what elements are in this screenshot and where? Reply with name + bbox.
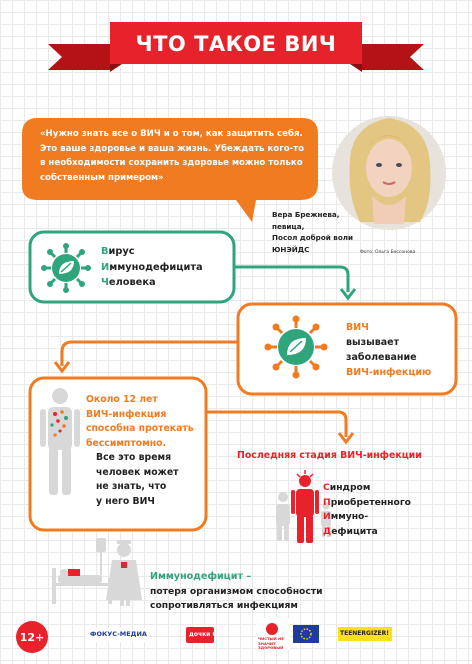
acronym-rest: ирус — [108, 246, 135, 257]
asymptomatic-dark-text — [96, 451, 179, 509]
acronym-rest: еловека — [108, 277, 156, 288]
acronym-rest: ммунодефицита — [109, 261, 203, 273]
virus-orange-icon — [265, 316, 328, 379]
acronym-rest: ефицита — [331, 525, 378, 537]
focus-media-logo: ФОКУС-МЕДИА — [90, 630, 147, 638]
virus-definition — [101, 244, 203, 291]
last-stage-title: Последняя стадия ВИЧ-инфекции — [237, 450, 422, 461]
acronym-letter: Д — [323, 525, 332, 537]
acronym-rest: ммуно- — [330, 511, 369, 522]
age-rating-badge: 12+ — [16, 621, 48, 653]
hiv-causes-text — [346, 320, 431, 380]
hiv-line: заболевание — [346, 352, 417, 363]
virus-icon — [41, 243, 91, 293]
acronym-rest: риобретенного — [330, 496, 411, 508]
definition-line: сопротивляться инфекциям — [150, 600, 298, 611]
hiv-line: ВИЧ — [346, 322, 369, 333]
page-title: ЧТО ТАКОЕ ВИЧ — [135, 32, 337, 56]
text-line: Все это время — [96, 452, 172, 463]
acronym-letter: И — [101, 261, 110, 273]
text-line: способна протекать — [86, 423, 194, 434]
quote-line: собственным примером» — [40, 172, 164, 183]
hiv-line: ВИЧ-инфекцию — [346, 367, 432, 378]
acronym-rest: индром — [329, 482, 371, 493]
teenergizer-logo: TEENERGIZER! — [340, 630, 389, 637]
hospital-icon — [52, 538, 142, 606]
quote-line: в необходимости сохранить здоровье можно только — [40, 158, 303, 168]
text-line: человек может — [96, 466, 179, 478]
definition-line: потеря организмом способности — [150, 586, 323, 597]
acronym-letter: И — [323, 511, 331, 522]
green-arrow — [234, 267, 348, 292]
acronym-letter: С — [323, 482, 330, 493]
text-line: бессимптомно. — [86, 437, 167, 449]
author-line: Посол доброй воли — [272, 233, 354, 242]
immunodeficiency-definition — [150, 585, 323, 613]
orange-arrow-left — [62, 342, 238, 366]
dochki-logo: дочки 0- — [189, 631, 220, 638]
text-line: у него ВИЧ — [96, 495, 155, 507]
quote-line: Это ваше здоровье и ваша жизнь. Убеждать кого-то — [40, 143, 305, 154]
clean-not-healthy-logo: ЧИСТЫЙ НЕ ЗНАЧИТ ЗДОРОВЫЙ — [258, 636, 284, 650]
author-line: певица, — [272, 221, 305, 231]
acronym-letter: Ч — [101, 277, 109, 288]
orange-arrow-right — [206, 412, 346, 437]
aids-definition — [323, 481, 411, 539]
acronym-letter: П — [323, 496, 331, 508]
author-line: ЮНЭЙДС — [272, 244, 310, 254]
text-line: Около 12 лет — [86, 394, 158, 405]
author-caption — [272, 209, 362, 255]
hiv-line: вызывает — [346, 337, 400, 348]
quote-line: «Нужно знать все о ВИЧ и о том, как защитить себя. — [40, 129, 303, 139]
text-line: ВИЧ-инфекция — [86, 408, 167, 420]
acronym-letter: В — [101, 246, 109, 257]
text-line: не знать, что — [96, 481, 167, 492]
author-line: Вера Брежнева, — [272, 210, 340, 219]
asymptomatic-orange-text — [86, 393, 194, 451]
quote-text — [40, 127, 305, 185]
photo-credit: Фото: Ольга Бессонова — [360, 250, 416, 255]
immunodeficiency-title: Иммунодефицит – — [150, 571, 252, 582]
